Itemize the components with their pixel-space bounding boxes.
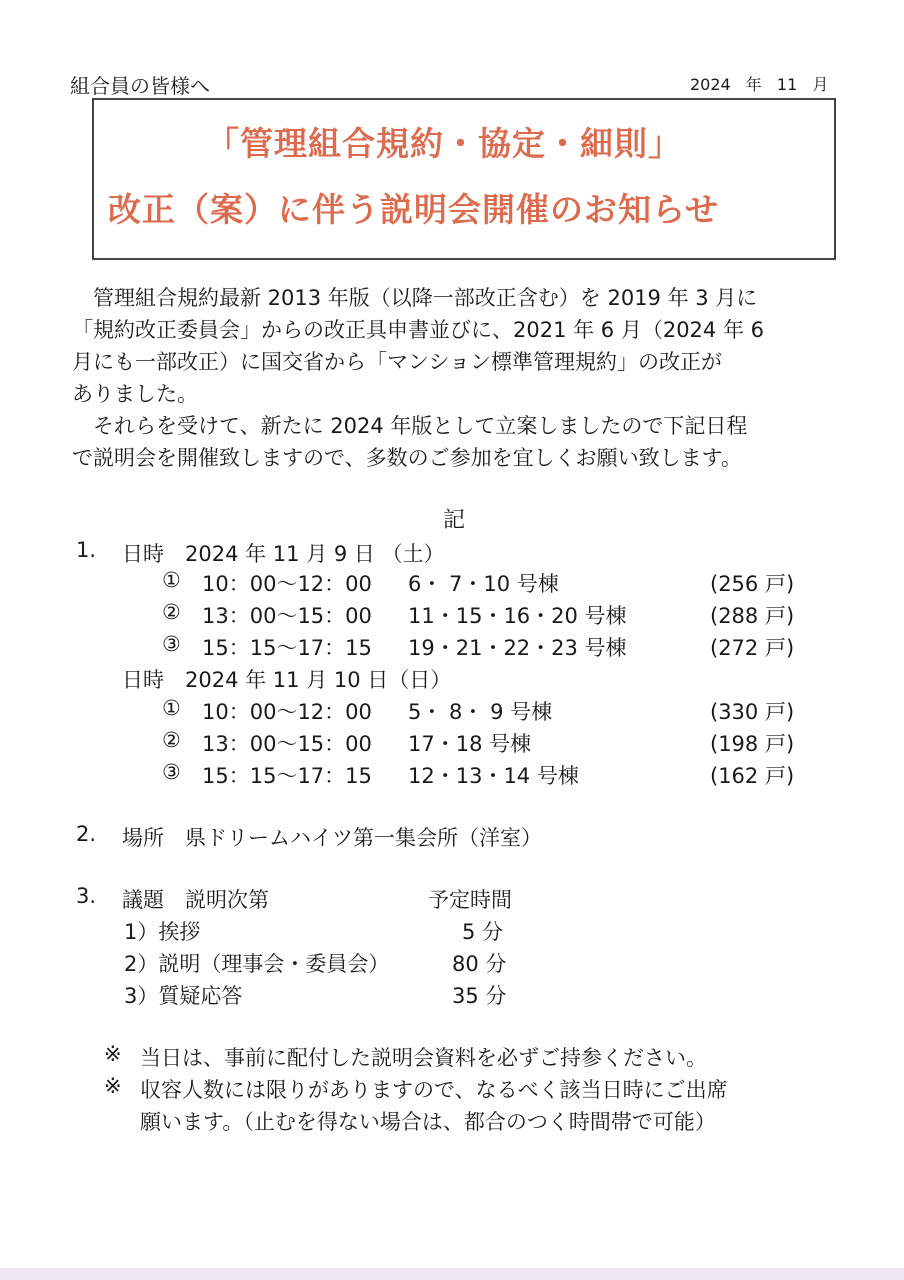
agenda-item: 2）説明（理事会・委員会） [124, 952, 390, 976]
session-buildings: 6・ 7・10 号棟 [408, 572, 559, 596]
body-line: ありました。 [72, 382, 198, 406]
scan-edge [0, 1268, 904, 1280]
session-buildings: 19・21・22・23 号棟 [408, 636, 627, 660]
session-buildings: 12・13・14 号棟 [408, 764, 579, 788]
note-text: 当日は、事前に配付した説明会資料を必ずご持参ください。 [140, 1046, 707, 1070]
body-line: で説明会を開催致しますので、多数のご参加を宜しくお願い致します。 [72, 446, 742, 470]
agenda-item: 3）質疑応答 [124, 984, 243, 1008]
note-mark: ※ [104, 1042, 122, 1066]
session-buildings: 11・15・16・20 号棟 [408, 604, 627, 628]
session-time: 10：00〜12：00 [202, 700, 372, 724]
body-line: 月にも一部改正）に国交省から「マンション標準管理規約」の改正が [72, 350, 723, 374]
session-time: 15：15〜17：15 [202, 764, 372, 788]
session-number: ③ [162, 632, 181, 656]
title-box [92, 98, 836, 260]
session-number: ③ [162, 760, 181, 784]
session-units: (288 戸) [710, 604, 795, 628]
session-time: 10：00〜12：00 [202, 572, 372, 596]
session-number: ② [162, 600, 181, 624]
agenda-item: 1）挨拶 [124, 920, 201, 944]
ki-heading: 記 [443, 508, 466, 533]
title-line-1: 「管理組合規約・協定・細則」 [206, 124, 682, 163]
session-time: 15：15〜17：15 [202, 636, 372, 660]
title-line-2: 改正（案）に伴う説明会開催のお知らせ [108, 190, 720, 229]
section-2-number: 2. [76, 822, 97, 846]
session-time: 13：00〜15：00 [202, 604, 372, 628]
venue-label: 場所 県ドリームハイツ第一集会所（洋室） [122, 826, 542, 850]
body-line: それらを受けて、新たに 2024 年版として立案しましたので下記日程 [72, 414, 748, 438]
session-units: (198 戸) [710, 732, 795, 756]
agenda-item-time: 5 分 [462, 920, 504, 944]
body-line: 管理組合規約最新 2013 年版（以降一部改正含む）を 2019 年 3 月に [72, 286, 758, 310]
scheduled-time-header: 予定時間 [428, 888, 512, 912]
session-number: ② [162, 728, 181, 752]
session-units: (330 戸) [710, 700, 795, 724]
session-time: 13：00〜15：00 [202, 732, 372, 756]
body-line: 「規約改正委員会」からの改正具申書並びに、2021 年 6 月（2024 年 6 [72, 318, 764, 342]
section-3-number: 3. [76, 884, 97, 908]
issue-date: 2024 年 11 月 [690, 75, 829, 94]
agenda-item-time: 35 分 [452, 984, 507, 1008]
session-number: ① [162, 568, 181, 592]
note-mark: ※ [104, 1074, 122, 1098]
agenda-item-time: 80 分 [452, 952, 507, 976]
session-units: (162 戸) [710, 764, 795, 788]
session-units: (256 戸) [710, 572, 795, 596]
session-units: (272 戸) [710, 636, 795, 660]
day-1-label: 日時 2024 年 11 月 9 日 （土） [122, 542, 445, 566]
session-buildings: 17・18 号棟 [408, 732, 532, 756]
day-2-label: 日時 2024 年 11 月 10 日（日） [122, 668, 452, 692]
addressee: 組合員の皆様へ [70, 74, 210, 98]
note-text: 収容人数には限りがありますので、なるべく該当日時にご出席 [140, 1078, 728, 1102]
session-number: ① [162, 696, 181, 720]
section-1-number: 1. [76, 538, 97, 562]
session-buildings: 5・ 8・ 9 号棟 [408, 700, 553, 724]
note-text: 願います。（止むを得ない場合は、都合のつく時間帯で可能） [140, 1110, 716, 1134]
agenda-label: 議題 説明次第 [122, 888, 269, 912]
